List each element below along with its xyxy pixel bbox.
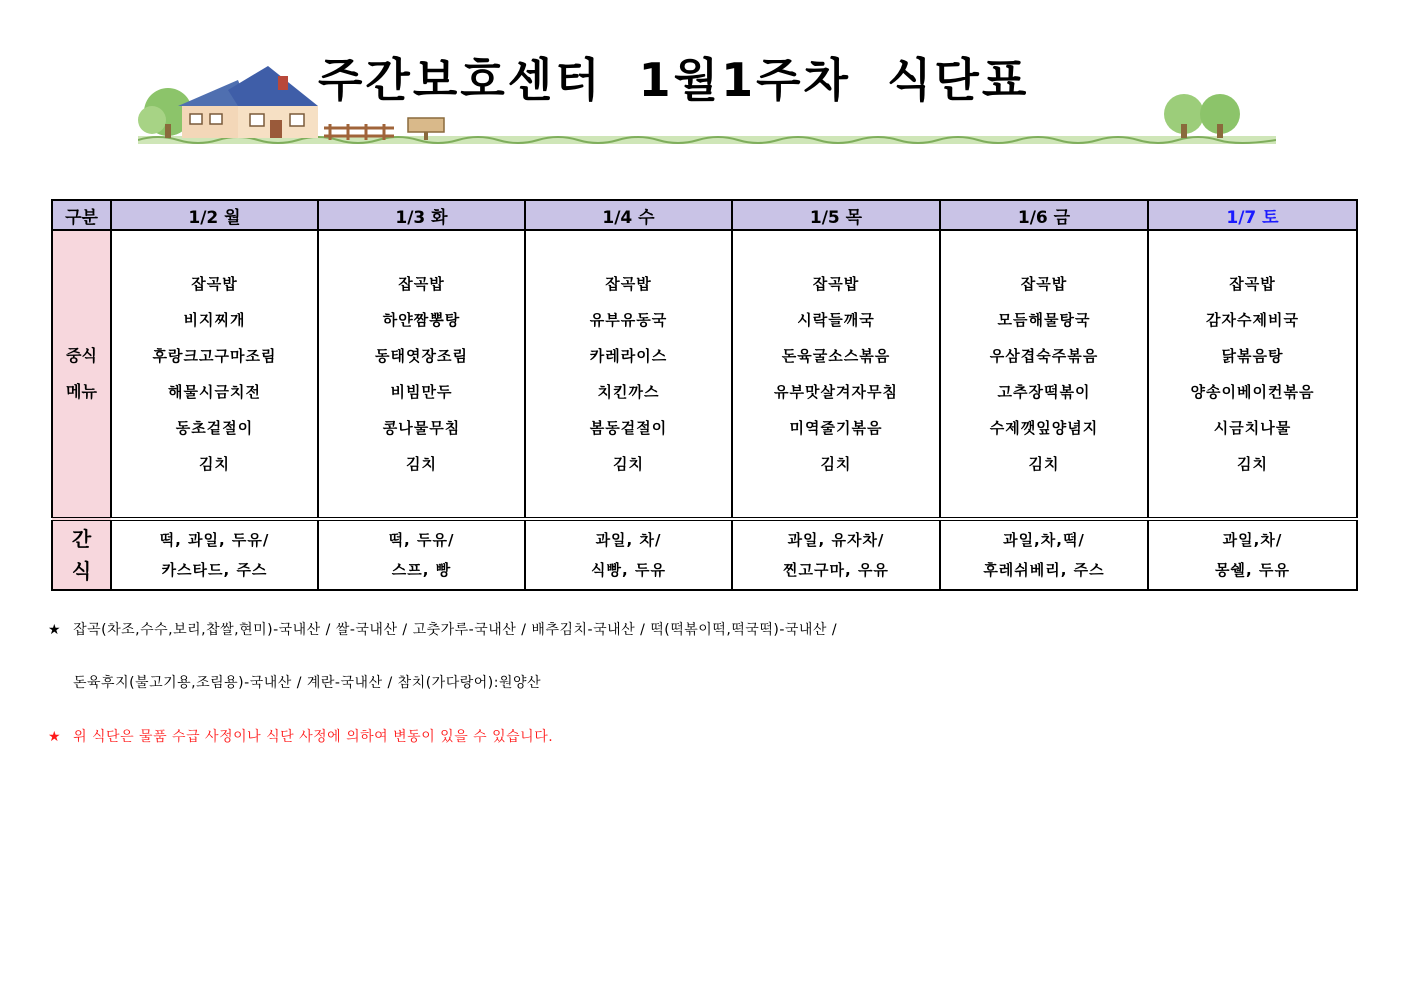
- snack-item: 과일, 차/: [595, 531, 662, 549]
- snack-cell: [732, 519, 940, 590]
- lunch-cell: [1148, 230, 1357, 519]
- table-row-snack: [52, 519, 1357, 590]
- dish: 양송이베이컨볶음: [1190, 383, 1315, 401]
- snack-label-line: 간: [71, 527, 92, 551]
- origin-note: [48, 619, 837, 639]
- lunch-cell: [732, 230, 940, 519]
- dish: 잡곡밥: [605, 275, 652, 293]
- dish: 잡곡밥: [1020, 275, 1068, 293]
- table-header-row: [52, 200, 1357, 230]
- lunch-cell: [318, 230, 525, 519]
- star-icon: ★: [48, 729, 62, 745]
- snack-item: 스프, 빵: [391, 561, 452, 579]
- dish: 김치: [1028, 455, 1060, 473]
- dish: 닭볶음탕: [1221, 347, 1284, 365]
- origin-note-line2: 돈육후지(불고기용,조림용)-국내산 / 계란-국내산 / 참치(가다랑어):원양산: [73, 675, 542, 691]
- dish: 동초겉절이: [175, 419, 254, 437]
- dish: 김치: [1237, 455, 1268, 473]
- page-title: [318, 40, 1098, 120]
- tree-icon: [1164, 94, 1240, 138]
- dish: 김치: [406, 455, 437, 473]
- menu-table: [51, 199, 1358, 591]
- lunch-label-line: 메뉴: [66, 382, 97, 401]
- dish: 유부맛살겨자무침: [774, 383, 898, 401]
- dish: 김치: [613, 455, 644, 473]
- dish: 유부유동국: [589, 311, 668, 329]
- snack-label-line: 식: [71, 559, 92, 583]
- dish: 콩나물무침: [382, 419, 461, 437]
- dish: 잡곡밥: [191, 275, 238, 293]
- snack-item: 떡, 과일, 두유/: [159, 531, 270, 549]
- snack-item: 과일,차,떡/: [1003, 531, 1085, 549]
- snack-item: 몽쉘, 두유: [1215, 561, 1290, 579]
- snack-cell: [1148, 519, 1357, 590]
- header-day-saturday: 1/7 토: [1148, 200, 1357, 230]
- snack-cell: [940, 519, 1148, 590]
- dish: 고추장떡볶이: [997, 383, 1091, 401]
- dish: 봄동겉절이: [589, 419, 668, 437]
- dish: 잡곡밥: [1229, 275, 1276, 293]
- title-center-name: 주간보호센터: [318, 53, 603, 107]
- header-day: 1/4 수: [525, 200, 732, 230]
- warning-note-text: 위 식단은 물품 수급 사정이나 식단 사정에 의하여 변동이 있을 수 있습니다.: [73, 729, 554, 745]
- table-row-lunch: [52, 230, 1357, 519]
- dish: 카레라이스: [589, 347, 668, 365]
- header-day: 1/2 월: [111, 200, 318, 230]
- dish: 김치: [199, 455, 230, 473]
- snack-item: 식빵, 두유: [591, 561, 666, 579]
- dish: 동태엿장조림: [375, 347, 468, 365]
- snack-item: 과일,차/: [1222, 531, 1283, 549]
- dish: 수제깻잎양념지: [989, 419, 1099, 437]
- snack-cell: [318, 519, 525, 590]
- warning-note: [48, 726, 553, 746]
- dish: 우삼겹숙주볶음: [989, 347, 1099, 365]
- snack-item: 카스타드, 주스: [161, 561, 268, 579]
- snack-item: 찐고구마, 우유: [783, 561, 889, 579]
- dish: 잡곡밥: [812, 275, 860, 293]
- lunch-cell: [111, 230, 318, 519]
- lunch-label-line: 중식: [66, 346, 97, 365]
- snack-item: 과일, 유자차/: [787, 531, 885, 549]
- dish: 시락들깨국: [797, 311, 875, 329]
- star-icon: ★: [48, 622, 62, 638]
- header-day: 1/3 화: [318, 200, 525, 230]
- dish: 돈육굴소스볶음: [781, 347, 891, 365]
- title-week: 1월1주차: [638, 53, 851, 107]
- dish: 미역줄기볶음: [789, 419, 883, 437]
- lunch-cell: [525, 230, 732, 519]
- dish: 감자수제비국: [1206, 311, 1299, 329]
- dish: 시금치나물: [1213, 419, 1292, 437]
- dish: 비지찌개: [183, 311, 246, 329]
- lunch-cell: [940, 230, 1148, 519]
- dish: 잡곡밥: [398, 275, 445, 293]
- house-icon: [178, 66, 318, 138]
- header-day: 1/6 금: [940, 200, 1148, 230]
- dish: 김치: [820, 455, 852, 473]
- snack-item: 떡, 두유/: [388, 531, 455, 549]
- snack-item: 후레쉬베리, 주스: [983, 561, 1105, 579]
- lunch-label: [52, 230, 111, 519]
- header-corner: 구분: [52, 200, 111, 230]
- dish: 모듬해물탕국: [997, 311, 1091, 329]
- dish: 치킨까스: [597, 383, 660, 401]
- dish: 하얀짬뽕탕: [382, 311, 461, 329]
- dish: 비빔만두: [390, 383, 453, 401]
- snack-cell: [111, 519, 318, 590]
- dish: 해물시금치전: [168, 383, 261, 401]
- header-day: 1/5 목: [732, 200, 940, 230]
- snack-cell: [525, 519, 732, 590]
- title-menu: 식단표: [886, 53, 1030, 107]
- origin-note-line1: 잡곡(차조,수수,보리,찹쌀,현미)-국내산 / 쌀-국내산 / 고춧가루-국내산 / 배추김치-국내산 / 떡(떡볶이떡,떡국떡)-국내산 /: [73, 622, 838, 638]
- dish: 후랑크고구마조림: [152, 347, 277, 365]
- snack-label: [52, 519, 111, 590]
